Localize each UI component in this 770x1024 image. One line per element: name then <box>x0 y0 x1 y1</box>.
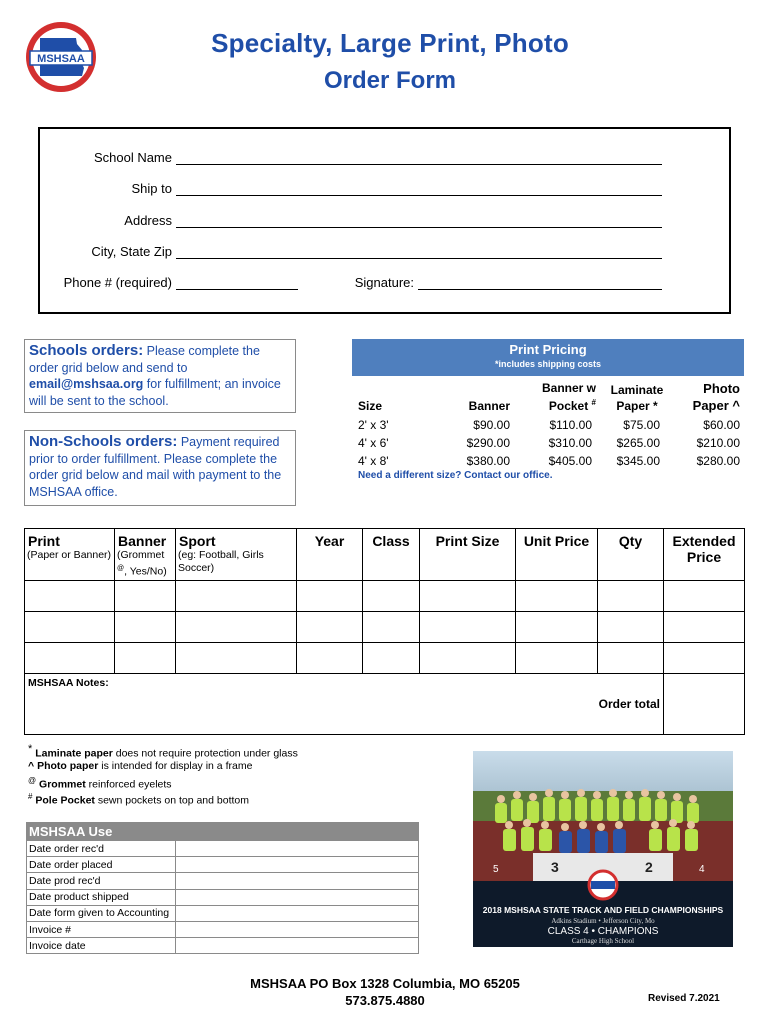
order-cell[interactable] <box>176 643 297 674</box>
pricing-banner-pocket-2: $405.00 <box>548 454 592 468</box>
order-total-label: Order total <box>598 697 660 711</box>
podium-2-label: 2 <box>645 859 653 875</box>
page-title: Specialty, Large Print, Photo <box>211 28 569 58</box>
school-info-box <box>38 127 731 314</box>
page-subtitle: Order Form <box>323 67 457 94</box>
pricing-size-1: 4' x 6' <box>358 436 389 450</box>
use-row-label: Invoice date <box>27 938 176 954</box>
footnote-laminate: * Laminate paper does not require protection under glass <box>28 743 298 760</box>
use-row-field[interactable] <box>176 938 419 954</box>
col-sport: Sport (eg: Football, Girls Soccer) <box>176 529 297 581</box>
pricing-banner-2: $380.00 <box>466 454 510 468</box>
order-cell[interactable] <box>297 643 363 674</box>
address-field[interactable] <box>176 214 662 228</box>
pricing-col-banner-pocket-1: Banner w <box>541 381 596 395</box>
city-state-zip-label: City, State Zip <box>91 244 172 259</box>
order-cell[interactable] <box>363 643 420 674</box>
order-cell[interactable] <box>664 643 745 674</box>
use-row-label: Date order placed <box>27 857 176 873</box>
pricing-banner-0: $90.00 <box>473 418 510 432</box>
mshsaa-use-title: MSHSAA Use <box>27 823 419 841</box>
pricing-laminate-1: $265.00 <box>616 436 660 450</box>
pricing-banner-1: $290.00 <box>466 436 510 450</box>
order-cell[interactable] <box>25 612 115 643</box>
pricing-photo-2: $280.00 <box>696 454 740 468</box>
col-class: Class <box>363 529 420 581</box>
footer-address: MSHSAA PO Box 1328 Columbia, MO 65205 <box>250 976 520 991</box>
order-row <box>25 612 745 643</box>
footnote-photo: ^ Photo paper is intended for display in a frame <box>28 760 253 772</box>
use-row-field[interactable] <box>176 873 419 889</box>
col-unit-price: Unit Price <box>516 529 598 581</box>
photo-banner-line1: 2018 MSHSAA STATE TRACK AND FIELD CHAMPIONSHIPS <box>482 905 724 915</box>
order-cell[interactable] <box>25 643 115 674</box>
photo-banner-line4: Carthage High School <box>571 937 635 945</box>
non-schools-orders-note <box>24 430 296 506</box>
schools-orders-heading: Schools orders: <box>29 342 144 359</box>
print-pricing-table <box>352 378 744 470</box>
use-row-label: Invoice # <box>27 921 176 937</box>
lane-4-label: 4 <box>699 864 705 875</box>
pricing-col-laminate-1: Laminate <box>610 383 664 397</box>
school-name-field[interactable] <box>176 151 662 165</box>
order-grid <box>24 528 745 735</box>
photo-banner-line3: CLASS 4 • CHAMPIONS <box>547 926 659 937</box>
use-row-field[interactable] <box>176 857 419 873</box>
use-row-label: Date form given to Accounting <box>27 905 176 921</box>
pricing-size-2: 4' x 8' <box>358 454 389 468</box>
non-schools-orders-text: Payment required prior to order fulfillment. Please complete the order grid below and mail with payment to the MSHSAA office. <box>29 435 282 499</box>
footnote-grommet: @ Grommet reinforced eyelets <box>28 776 172 791</box>
col-print: Print (Paper or Banner) <box>25 529 115 581</box>
ship-to-label: Ship to <box>131 181 172 196</box>
use-row-label: Date prod rec'd <box>27 873 176 889</box>
mshsaa-notes-label: MSHSAA Notes: <box>28 677 109 689</box>
schools-orders-text1: Please complete the order grid below and send to <box>29 344 260 375</box>
order-cell[interactable] <box>420 612 516 643</box>
order-cell[interactable] <box>115 581 176 612</box>
col-extended-price: Extended Price <box>664 529 745 581</box>
order-row <box>25 643 745 674</box>
pricing-col-banner: Banner <box>468 399 510 413</box>
non-schools-orders-heading: Non-Schools orders: <box>29 433 178 450</box>
team-champions-photo <box>473 751 733 947</box>
col-qty: Qty <box>598 529 664 581</box>
pricing-banner-pocket-1: $310.00 <box>548 436 592 450</box>
footnote-pole-pocket: # Pole Pocket sewn pockets on top and bottom <box>28 792 250 807</box>
school-name-label: School Name <box>93 150 172 165</box>
col-print-size: Print Size <box>420 529 516 581</box>
mshsaa-use-table <box>26 822 419 954</box>
order-cell[interactable] <box>516 643 598 674</box>
order-cell[interactable] <box>420 581 516 612</box>
order-cell[interactable] <box>664 581 745 612</box>
pricing-col-laminate-2: Paper * <box>616 399 658 413</box>
footer-phone: 573.875.4880 <box>345 993 425 1008</box>
order-cell[interactable] <box>598 612 664 643</box>
schools-orders-note <box>24 339 296 413</box>
order-cell[interactable] <box>363 581 420 612</box>
order-cell[interactable] <box>420 643 516 674</box>
podium-3-label: 3 <box>551 859 559 875</box>
pricing-photo-0: $60.00 <box>703 418 740 432</box>
pricing-col-size: Size <box>358 399 383 413</box>
lane-5-label: 5 <box>493 864 499 875</box>
order-cell[interactable] <box>598 643 664 674</box>
use-row-field[interactable] <box>176 905 419 921</box>
order-cell[interactable] <box>664 612 745 643</box>
signature-field[interactable] <box>418 276 662 290</box>
order-cell[interactable] <box>176 581 297 612</box>
use-row-field[interactable] <box>176 841 419 857</box>
address-label: Address <box>124 213 172 228</box>
pricing-size-0: 2' x 3' <box>358 418 389 432</box>
use-row-label: Date order rec'd <box>27 841 176 857</box>
pricing-contact-note: Need a different size? Contact our office. <box>358 470 553 481</box>
signature-label: Signature: <box>354 275 414 290</box>
col-year: Year <box>297 529 363 581</box>
order-cell[interactable] <box>297 581 363 612</box>
pricing-photo-1: $210.00 <box>696 436 740 450</box>
mshsaa-logo <box>22 20 100 94</box>
order-cell[interactable] <box>115 643 176 674</box>
pricing-laminate-0: $75.00 <box>623 418 660 432</box>
schools-orders-text2: for fulfillment; an invoice will be sent to the school. <box>29 377 281 408</box>
logo-text: MSHSAA <box>37 53 85 65</box>
order-cell[interactable] <box>115 612 176 643</box>
mshsaa-notes-cell[interactable] <box>25 674 664 735</box>
pricing-laminate-2: $345.00 <box>616 454 660 468</box>
order-row <box>25 581 745 612</box>
order-cell[interactable] <box>363 612 420 643</box>
email-link[interactable]: email@mshsaa.org <box>29 377 144 391</box>
order-total-cell[interactable] <box>664 674 745 735</box>
phone-field[interactable] <box>176 276 298 290</box>
city-state-zip-field[interactable] <box>176 245 662 259</box>
use-row-field[interactable] <box>176 889 419 905</box>
use-row-field[interactable] <box>176 921 419 937</box>
order-cell[interactable] <box>25 581 115 612</box>
col-banner: Banner (Grommet @, Yes/No) <box>115 529 176 581</box>
phone-label: Phone # (required) <box>63 275 172 290</box>
print-pricing-subtitle: *includes shipping costs <box>494 359 602 369</box>
order-cell[interactable] <box>598 581 664 612</box>
ship-to-field[interactable] <box>176 182 662 196</box>
print-pricing-header <box>352 339 744 376</box>
use-row-label: Date product shipped <box>27 889 176 905</box>
pricing-col-banner-pocket-2: Pocket # <box>548 398 596 413</box>
order-cell[interactable] <box>516 581 598 612</box>
print-pricing-title: Print Pricing <box>509 342 587 357</box>
pricing-col-photo-1: Photo <box>703 381 740 396</box>
photo-banner-line2: Adkins Stadium • Jefferson City, Mo <box>551 917 655 925</box>
order-cell[interactable] <box>176 612 297 643</box>
pricing-banner-pocket-0: $110.00 <box>549 418 592 432</box>
revised-date: Revised 7.2021 <box>648 993 720 1004</box>
pricing-col-photo-2: Paper ^ <box>692 398 740 413</box>
order-cell[interactable] <box>297 612 363 643</box>
order-cell[interactable] <box>516 612 598 643</box>
